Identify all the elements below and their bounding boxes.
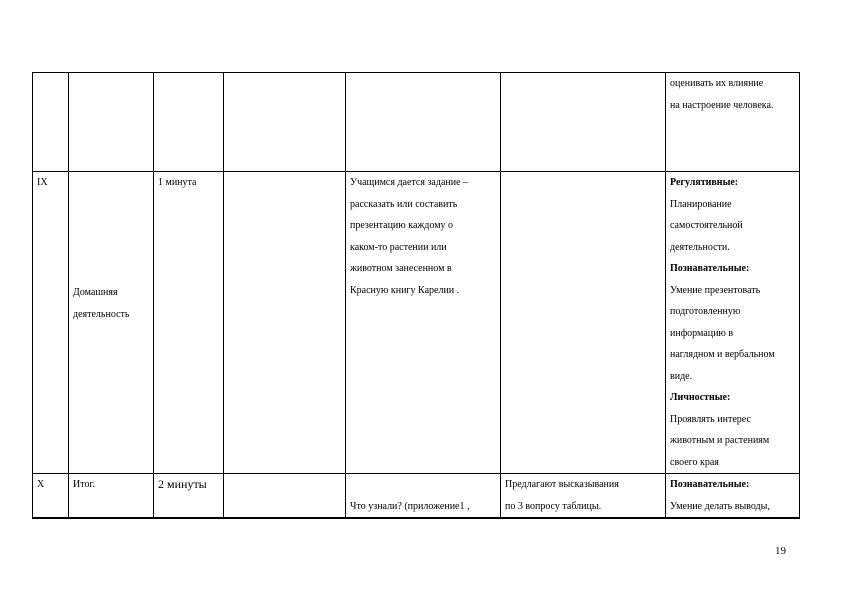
uud-cell xyxy=(666,73,800,172)
table-row xyxy=(33,73,800,172)
teacher-activity-cell xyxy=(346,73,501,172)
uud-line: своего края xyxy=(670,456,719,468)
blank-cell xyxy=(224,73,346,172)
time-cell xyxy=(154,172,224,474)
lesson-plan-table xyxy=(32,72,800,519)
uud-line: Умение делать выводы, xyxy=(670,500,770,512)
stage-number: X xyxy=(37,479,45,490)
uud-line: самостоятельной xyxy=(670,220,743,231)
teacher-line: животном занесенном в xyxy=(350,263,452,274)
student-line: по 3 вопросу таблицы. xyxy=(505,500,602,512)
teacher-activity-cell xyxy=(346,172,501,474)
stage-cell xyxy=(33,73,69,172)
uud-line: подготовленную xyxy=(670,306,741,317)
blank-cell xyxy=(224,474,346,519)
uud-heading: Регулятивные: xyxy=(670,177,739,188)
uud-cell xyxy=(666,172,800,474)
teacher-line: Что узнали? (приложение1 , xyxy=(350,500,470,512)
page-number: 19 xyxy=(775,545,786,557)
teacher-line: презентацию каждому о xyxy=(350,220,454,231)
uud-line: наглядном и вербальном xyxy=(670,349,775,360)
stage-cell xyxy=(33,474,69,519)
teacher-activity-cell xyxy=(346,474,501,519)
uud-line: Умение презентовать xyxy=(670,284,761,296)
uud-line: оценивать их влияние xyxy=(670,78,764,89)
stage-name-line: Домашняя xyxy=(73,287,118,298)
student-activity-cell xyxy=(501,474,666,519)
uud-line: виде. xyxy=(670,370,693,382)
time-cell xyxy=(154,73,224,172)
uud-line: информацию в xyxy=(670,327,734,339)
student-activity-cell xyxy=(501,172,666,474)
uud-line: животным и растениям xyxy=(670,435,770,446)
uud-line: Проявлять интерес xyxy=(670,413,751,425)
teacher-line: Красную книгу Карелии . xyxy=(350,284,460,296)
uud-cell xyxy=(666,474,800,519)
time-value: 2 минуты xyxy=(158,477,207,491)
stage-cell xyxy=(33,172,69,474)
uud-line: деятельности. xyxy=(670,241,730,253)
time-cell xyxy=(154,474,224,519)
stage-number: IX xyxy=(37,177,48,188)
uud-heading: Познавательные: xyxy=(670,263,750,274)
teacher-line: Учащимся дается задание – xyxy=(350,177,469,188)
stage-name-line: деятельность xyxy=(73,308,130,320)
blank-cell xyxy=(224,172,346,474)
teacher-line: рассказать или составить xyxy=(350,198,458,210)
time-value: 1 минута xyxy=(158,177,197,188)
table-row xyxy=(33,474,800,519)
student-line: Предлагают высказывания xyxy=(505,479,619,490)
teacher-line: каком-то растении или xyxy=(350,241,447,253)
uud-line: на настроение человека. xyxy=(670,99,774,111)
uud-heading: Личностные: xyxy=(670,392,731,403)
stage-name: Итог. xyxy=(73,479,95,490)
uud-line: Планирование xyxy=(670,198,732,210)
student-activity-cell xyxy=(501,73,666,172)
stage-name-cell xyxy=(69,474,154,519)
uud-heading: Познавательные: xyxy=(670,479,750,490)
stage-name-cell xyxy=(69,73,154,172)
table-row xyxy=(33,172,800,474)
stage-name-cell xyxy=(69,172,154,474)
